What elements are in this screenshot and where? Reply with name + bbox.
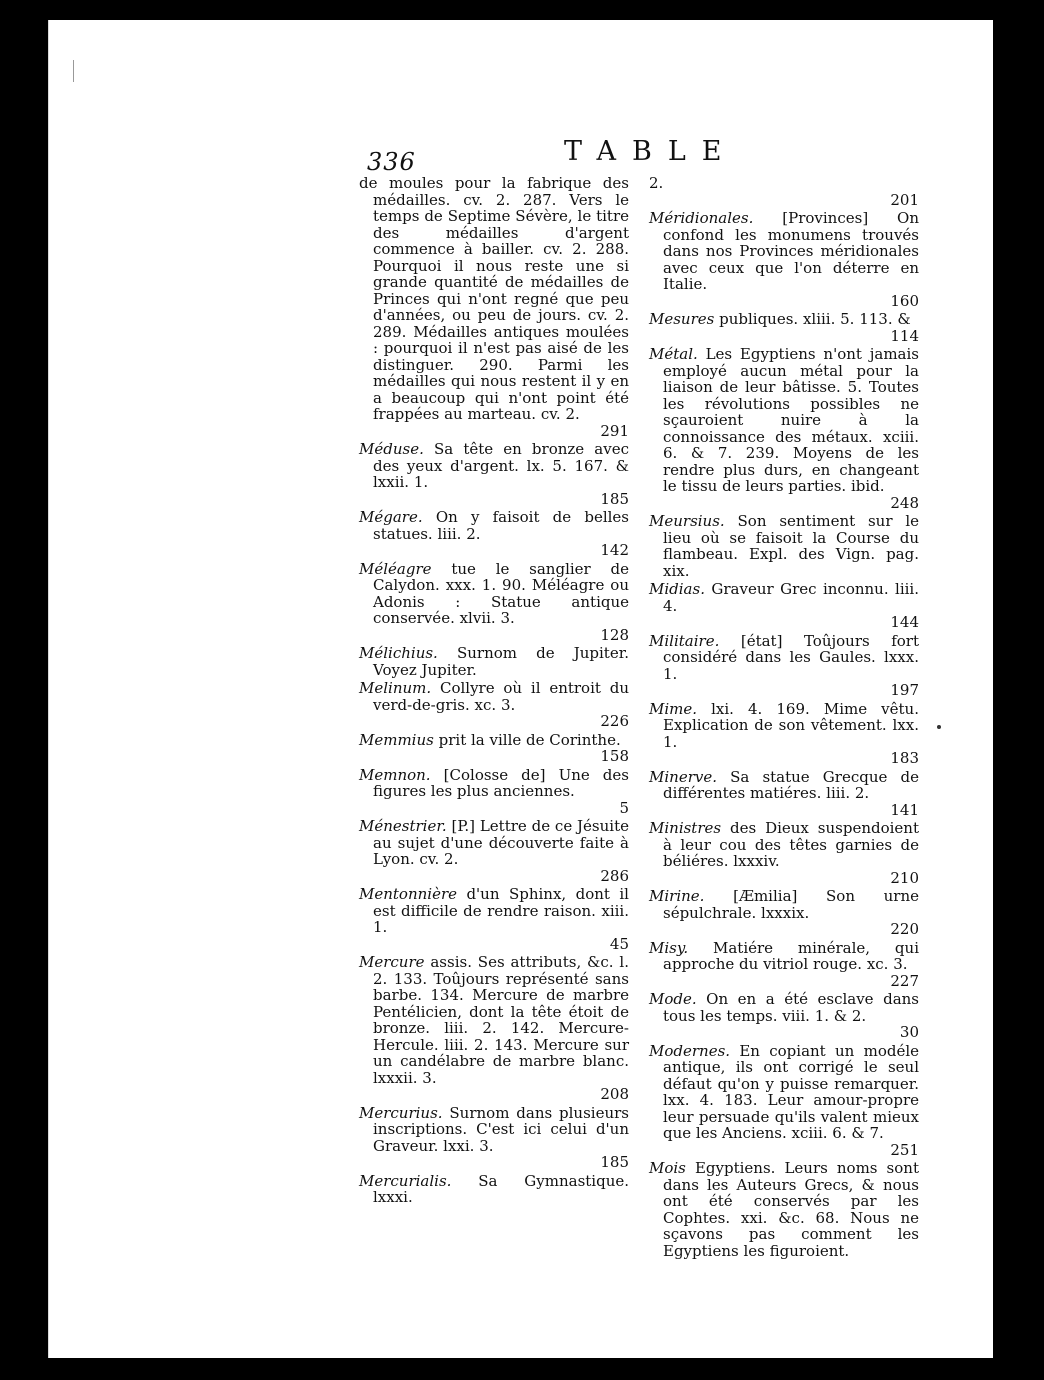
entry-page-ref: 142 — [600, 541, 629, 559]
index-entry — [649, 991, 919, 1041]
entry-heading: Mégare. — [359, 508, 423, 526]
entry-heading: Méduse. — [359, 440, 424, 458]
entry-page-ref: 226 — [600, 712, 629, 730]
right-index-column — [649, 175, 919, 1261]
index-entry — [649, 820, 919, 886]
index-entry — [649, 210, 919, 309]
page-number: 336 — [367, 148, 416, 176]
entry-text: Surnom dans plusieurs inscriptions. C'est ici celui d'un Graveur. lxxi. 3. — [373, 1103, 629, 1155]
entry-heading: Mode. — [649, 990, 697, 1008]
margin-mark — [73, 60, 74, 82]
index-entry — [649, 1043, 919, 1159]
entry-heading: Memmius — [359, 730, 434, 749]
index-entry — [359, 561, 629, 644]
entry-heading: Minerve. — [649, 767, 717, 786]
entry-text: Egyptiens. Leurs noms sont dans les Auteurs Grecs, & nous ont été conservés par les Cophtes. xxi. &c. 68. Nous ne sçavons pas comment les Egyptiens les figuroient. — [663, 1159, 919, 1260]
left-index-column — [359, 175, 629, 1208]
entry-heading: Mélichius. — [359, 644, 438, 662]
entry-text: [P.] Lettre de ce Jésuite au sujet d'une découverte faite à Lyon. cv. 2. — [373, 817, 629, 868]
entry-page-ref: 197 — [890, 681, 919, 699]
page-header — [49, 136, 993, 176]
entry-text: En copiant un modéle antique, ils ont corrigé le seul défaut qu'on y puisse remarquer. lxx. 4. 183. Leur amour-propre leur persuade qu'ils valent mieux que les Anciens. xciii. 6. & 7. — [663, 1041, 919, 1142]
index-entry — [649, 346, 919, 511]
entry-text: d'un Sphinx, dont il est difficile de rendre raison. xiii. 1. — [373, 885, 629, 936]
entry-page-ref: 227 — [890, 971, 919, 990]
entry-text: des Dieux suspendoient à leur cou des têtes garnies de béliéres. lxxxiv. — [663, 819, 919, 870]
entry-heading: Melinum. — [359, 679, 432, 697]
entry-page-ref: 185 — [600, 489, 629, 508]
index-entry — [649, 888, 919, 938]
entry-text: lxi. 4. 169. Mime vêtu. Explication de son vêtement. lxx. 1. — [663, 699, 919, 751]
entry-page-ref: 30 — [899, 1023, 919, 1041]
index-entry — [649, 513, 919, 579]
index-entry — [649, 1160, 919, 1259]
entry-text: assis. Ses attributs, &c. l. 2. 133. Toûjours représenté sans barbe. 134. Mercure de marbre Pentélicien, dont la tête étoit de bronze. liii. 2. 142. Mercure-Hercule. liii. 2. 143. Mercure sur un candélabre de marbre blanc. lxxxii. 3. — [373, 953, 629, 1087]
entry-heading: Mime. — [649, 699, 698, 718]
entry-text: [Provinces] On confond les monumens trouvés dans nos Provinces méridionales avec ceux que l'on déterre en Italie. — [663, 209, 919, 293]
entry-page-ref: 251 — [890, 1140, 919, 1159]
entry-heading: Mercurius. — [359, 1103, 443, 1122]
entry-page-ref: 220 — [890, 920, 919, 938]
entry-text: [Æmilia] Son urne sépulchrale. lxxxix. — [663, 887, 919, 922]
entry-page-ref: 160 — [890, 291, 919, 310]
entry-page-ref: 158 — [600, 747, 629, 765]
entry-page-ref: 144 — [890, 613, 919, 631]
entry-page-ref: 185 — [600, 1153, 629, 1171]
entry-heading: Mirine. — [649, 887, 705, 905]
entry-text: On y faisoit de belles statues. liii. 2. — [373, 508, 629, 543]
index-entry — [649, 175, 919, 208]
entry-text: Sa tête en bronze avec des yeux d'argent. lx. 5. 167. & lxxii. 1. — [373, 440, 629, 491]
index-entry — [649, 581, 919, 631]
index-entry — [649, 701, 919, 767]
entry-heading: Memnon. — [359, 765, 431, 784]
running-title: TABLE — [564, 136, 738, 167]
entry-text: On en a été esclave dans tous les temps. viii. 1. & 2. — [663, 990, 919, 1025]
entry-text: prit la ville de Corinthe. — [438, 730, 621, 749]
index-entry — [359, 680, 629, 730]
entry-page-ref: 128 — [600, 625, 629, 644]
entry-page-ref: 5 — [619, 798, 629, 817]
entry-text: Collyre où il entroit du verd-de-gris. xc. 3. — [373, 679, 629, 714]
index-entry — [359, 886, 629, 952]
entry-heading: Mesures — [649, 310, 715, 328]
index-entry — [649, 633, 919, 699]
entry-heading: Métal. — [649, 345, 698, 363]
entry-page-ref: 183 — [890, 749, 919, 767]
entry-page-ref: 201 — [890, 190, 919, 209]
index-entry — [649, 940, 919, 990]
entry-text: [Colosse de] Une des figures les plus anciennes. — [373, 765, 629, 800]
entry-page-ref: 141 — [890, 800, 919, 819]
entry-text: Sa Gymnastique. lxxxi. — [373, 1171, 629, 1206]
entry-page-ref: 114 — [890, 326, 919, 345]
index-entry — [359, 954, 629, 1103]
entry-heading: Ministres — [649, 819, 722, 837]
entry-heading: Militaire. — [649, 631, 720, 650]
entry-page-ref: 45 — [609, 934, 629, 953]
index-entry — [359, 175, 629, 439]
entry-text: de moules pour la fabrique des médailles. cv. 2. 287. Vers le temps de Septime Sévère, le titre des médailles d'argent commence à bailler. cv. 2. 288. Pourquoi il nous reste une si grande quantité de médailles de Princes qui n'ont regné que peu d'années, ou peu de jours. cv. 2. 289. Médailles antiques moulées : pourquoi il n'est pas aisé de les distinguer. 290. Parmi les médailles qui nous restent il y en a beaucoup qui n'ont point été frappées au marteau. cv. 2. — [359, 174, 629, 423]
index-entry — [359, 1173, 629, 1206]
entry-text: [état] Toûjours fort considéré dans les Gaules. lxxx. 1. — [663, 631, 919, 683]
entry-text: Son sentiment sur le lieu où se faisoit la Course du flambeau. Expl. des Vign. pag. xix. — [663, 512, 919, 580]
book-page — [48, 20, 993, 1358]
index-entry — [359, 767, 629, 817]
entry-heading: Méléagre — [359, 559, 432, 578]
margin-dot — [937, 725, 941, 729]
entry-text: publiques. xliii. 5. 113. & — [719, 310, 911, 328]
index-entry — [359, 509, 629, 559]
entry-heading: Méridionales. — [649, 209, 754, 227]
entry-heading: Mercurialis. — [359, 1171, 452, 1190]
entry-heading: Mois — [649, 1159, 686, 1177]
index-entry — [359, 1105, 629, 1171]
entry-page-ref: 248 — [890, 493, 919, 512]
index-entry — [359, 732, 629, 765]
entry-page-ref: 210 — [890, 868, 919, 887]
index-entry — [649, 311, 919, 344]
entry-text: Surnom de Jupiter. Voyez Jupiter. — [373, 644, 629, 679]
entry-page-ref: 291 — [600, 421, 629, 440]
entry-text: 2. — [649, 174, 664, 192]
index-entry — [359, 645, 629, 678]
entry-text: Sa statue Grecque de différentes matiéres. liii. 2. — [663, 767, 919, 802]
entry-text: Graveur Grec inconnu. liii. 4. — [663, 580, 919, 615]
entry-heading: Midias. — [649, 580, 705, 598]
index-entry — [359, 818, 629, 884]
entry-page-ref: 208 — [600, 1085, 629, 1103]
entry-heading: Ménestrier. — [359, 817, 447, 835]
entry-heading: Mercure — [359, 953, 425, 971]
entry-heading: Mentonnière — [359, 885, 457, 903]
entry-text: tue le sanglier de Calydon. xxx. 1. 90. Méléagre ou Adonis : Statue antique conservée. xlvii. 3. — [373, 559, 629, 627]
index-entry — [359, 441, 629, 507]
entry-heading: Meursius. — [649, 512, 725, 530]
entry-heading: Modernes. — [649, 1041, 731, 1060]
entry-page-ref: 286 — [600, 866, 629, 885]
index-entry — [649, 769, 919, 819]
entry-text: Matiére minérale, qui approche du vitriol rouge. xc. 3. — [663, 938, 919, 973]
entry-text: Les Egyptiens n'ont jamais employé aucun métal pour la liaison de leur bâtisse. 5. Toutes les révolutions possibles ne sçauroient nuire à la connoissance des métaux. xciii. 6. & 7. 239. Moyens de les rendre plus durs, en changeant le tissu de leurs parties. ibid. — [663, 345, 919, 495]
entry-heading: Misy. — [649, 938, 689, 957]
